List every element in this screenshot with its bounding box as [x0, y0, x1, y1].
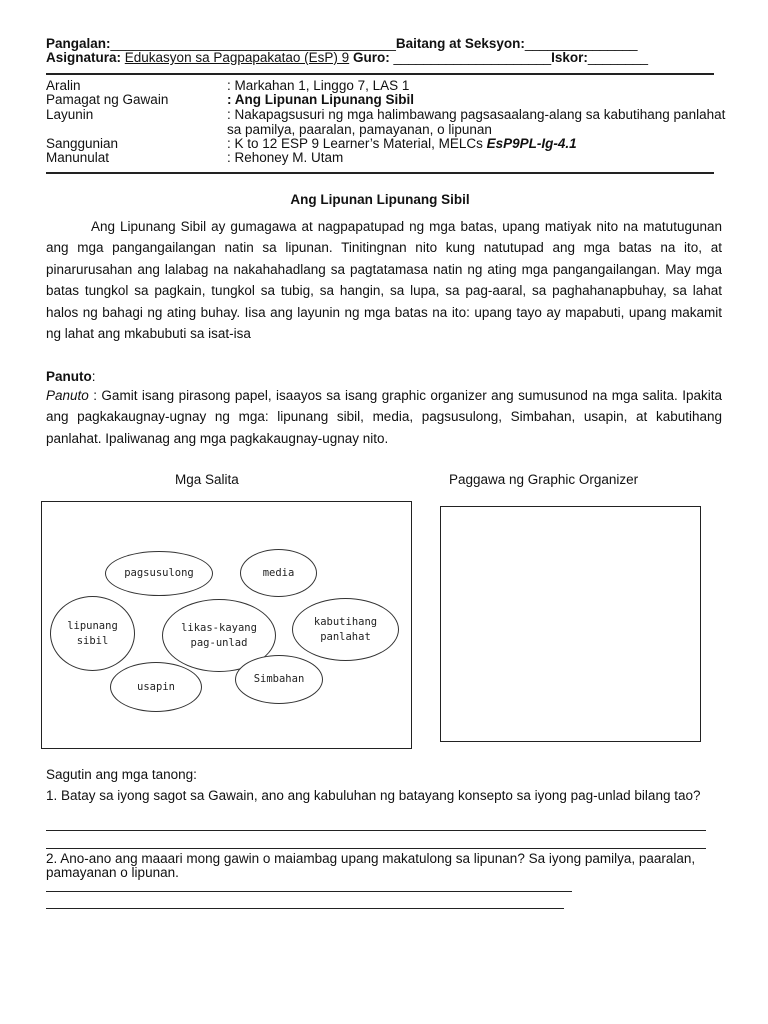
words-caption: Mga Salita	[175, 472, 239, 487]
word-media	[240, 549, 317, 597]
intro-paragraph: Ang Lipunang Sibil ay gumagawa at nagpapatupad ng mga batas, upang matiyak nito na matutugunan ang mga pangangailangan natin sa lipunan. Tinitingnan nito kung natutupad ang mga batas na ito, at pinarurusahan ang lalabag na nakahahadlang sa pagtatamasa natin ng ating mga pangangailangan. May mga batas tungkol sa pagkain, tungkol sa tubig, sa hangin, sa lupa, sa pag-aaral, sa paghahanapbuhay, sa lahat halos ng bahagi ng ating buhay. Iisa ang layunin ng mga batas na ito: upang tayo ay mapabuti, upang makamit ng lahat ang mkabubuti sa isat-isa	[46, 219, 722, 342]
meta-value-manunulat: : Rehoney M. Utam	[227, 150, 344, 165]
header-subject-row	[46, 50, 648, 66]
grade-section-label: Baitang at Seksyon:	[395, 36, 525, 51]
header-divider	[46, 73, 714, 75]
organizer-caption: Paggawa ng Graphic Organizer	[449, 472, 639, 487]
subject-label: Asignatura:	[46, 50, 122, 65]
score-field[interactable]: ________	[587, 50, 648, 65]
word-kabutihang-panlahat	[292, 598, 399, 661]
directions-body: : Gamit isang pirasong papel, isaayos sa isang graphic organizer ang sumusunod na mga salita. Ipakita ang pagkakaugnay-ugnay ng mga: lipunang sibil, media, pagsusulong, Simbahan, usapin, at kabutihang panlahat. Ipaliwanag ang mga pagkakaugnay-ugnay nito.	[46, 388, 722, 446]
word-panlahat-text: panlahat	[320, 630, 371, 643]
meta-label-aralin: Aralin	[46, 78, 81, 93]
directions-heading-colon: :	[91, 369, 96, 384]
answer-line-1[interactable]	[46, 830, 706, 831]
name-field[interactable]: ______________________________________	[110, 36, 396, 51]
word-usapin	[110, 662, 202, 712]
grade-section-field[interactable]: _______________	[524, 36, 638, 51]
melc-code: EsP9PL-Ig-4.1	[486, 136, 577, 151]
word-lipunang-text: lipunang	[67, 619, 118, 632]
meta-label-manunulat: Manunulat	[46, 150, 110, 165]
word-simbahan	[235, 655, 323, 704]
meta-label-pamagat: Pamagat ng Gawain	[46, 92, 169, 107]
questions-intro: Sagutin ang mga tanong:	[46, 767, 197, 782]
meta-value-layunin: : Nakapagsusuri ng mga halimbawang pagsasaalang-alang sa kabutihang panlahat sa pamilya, paaralan, pamayanan, o lipunan	[227, 107, 726, 137]
question-1: 1. Batay sa iyong sagot sa Gawain, ano ang kabuluhan ng batayang konsepto sa iyong pag-unlad bilang tao?	[46, 788, 701, 803]
answer-line-4[interactable]	[46, 908, 564, 909]
word-pagsusulong	[105, 551, 213, 596]
name-label: Pangalan:	[46, 36, 111, 51]
meta-divider	[46, 172, 714, 174]
meta-value-pamagat: : Ang Lipunan Lipunang Sibil	[227, 92, 414, 107]
answer-line-2[interactable]	[46, 848, 706, 849]
directions-text	[46, 385, 722, 449]
directions-label: Panuto	[46, 388, 89, 403]
word-pag-unlad-text: pag-unlad	[190, 636, 248, 649]
word-simbahan-text: Simbahan	[253, 673, 305, 685]
word-pagsusulong-text: pagsusulong	[124, 567, 194, 579]
words-box	[41, 501, 412, 749]
reference-text: : K to 12 ESP 9 Learner’s Material, MELCs	[227, 136, 487, 151]
directions-heading-text: Panuto	[46, 369, 92, 384]
teacher-label: Guro:	[352, 50, 390, 65]
meta-label-layunin: Layunin	[46, 107, 94, 122]
question-2: 2. Ano-ano ang maaari mong gawin o maiambag upang makatulong sa lipunan? Sa iyong pamilya, paaralan, pamayanan o lipunan.	[46, 851, 696, 880]
word-media-text: media	[262, 566, 295, 579]
score-label: Iskor:	[551, 50, 588, 65]
teacher-field[interactable]: _____________________	[393, 50, 552, 65]
word-likas-kayang-text: likas-kayang	[181, 621, 257, 634]
word-usapin-text: usapin	[137, 680, 175, 693]
graphic-organizer-box[interactable]	[440, 506, 701, 742]
word-lipunang-sibil	[50, 596, 135, 671]
meta-label-sanggunian: Sanggunian	[46, 136, 119, 151]
reading-title: Ang Lipunan Lipunang Sibil	[290, 192, 470, 207]
word-sibil-text: sibil	[76, 634, 109, 647]
subject-value: Edukasyon sa Pagpapakatao (EsP) 9	[124, 50, 350, 65]
answer-line-3[interactable]	[46, 891, 572, 892]
meta-value-aralin: : Markahan 1, Linggo 7, LAS 1	[227, 78, 410, 93]
word-kabutihang-text: kabutihang	[313, 615, 378, 628]
